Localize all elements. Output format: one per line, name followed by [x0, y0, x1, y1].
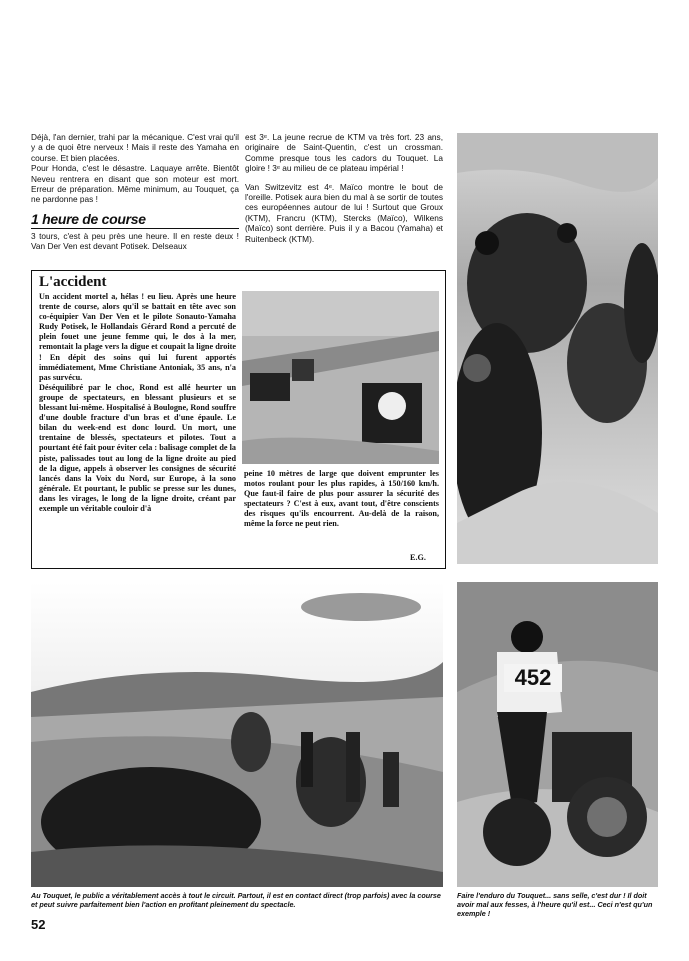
- race-number-plate: 452: [504, 664, 562, 692]
- column-2-text: [245, 132, 443, 244]
- column-1-text: [31, 132, 239, 205]
- col1-para1: Déjà, l'an dernier, trahi par la mécanique. C'est vrai qu'il y a de quoi être nerveux ! Mais il reste des Yamaha en course. Et bien placées.: [31, 132, 239, 163]
- col2-para1: est 3ᵉ. La jeune recrue de KTM va très fort. 23 ans, originaire de Saint-Quentin, c'est un crossman. Comme presque tous les cadors du Touquet. La gloire ! 3ᵉ au milieu de ce plateau impérial !: [245, 132, 443, 174]
- accident-scene-image: [242, 291, 439, 464]
- accident-left-text: [39, 292, 236, 514]
- col1-para3: 3 tours, c'est à peu près une heure. Il en reste deux ! Van Der Ven est devant Potisek. Delseaux: [31, 231, 239, 252]
- public-circuit-photo: [31, 582, 443, 887]
- page-number: 52: [31, 917, 46, 932]
- rider-452-image: [457, 582, 658, 887]
- accident-left-para1: Un accident mortel a, hélas ! eu lieu. Après une heure trente de course, alors qu'il se battait en tête avec son co-équipier Van Der Ven et le pilote Sonauto-Yamaha Rudy Potisek, le Hollandais Gérard Rond a percuté de plein fouet une jeune femme qui, le dos à la mer, remontait la plage vers la digue et coupait la ligne droite ! En dépit des soins qui lui furent apportés immédiatement, Mme Christiane Antoniak, 35 ans, n'a pas survécu.: [39, 292, 236, 382]
- accident-right-text: peine 10 mètres de large que doivent emprunter les motos roulant pour les plus rapides, à 150/160 km/h. Que faut-il faire de plus pour assurer la sécurité des spectateurs ? C'est à eux, avant tout, d'être conscients des risques qu'ils encourrent. Au-delà de la raison, même la force ne peut rien.: [244, 469, 439, 529]
- col2-para2: Van Switzevitz est 4ᵉ. Maïco montre le bout de l'oreille. Potisek aura bien du mal à se sortir de toutes ces européennes autour de lui ! Surtout que Groux (KTM), Francru (KTM), Stercks (Maïco), Wilkens (Maïco) sont derrière. Puis il y a Bacou (Yamaha) et Ruitenbeck (KTM).: [245, 181, 443, 244]
- caption-rider: Faire l'enduro du Touquet... sans selle, c'est dur ! Il doit avoir mal aux fesses, à l'heure qu'il est... Ceci n'est qu'un exemple !: [457, 891, 653, 918]
- accident-left-para2: Déséquilibré par le choc, Rond est allé heurter un groupe de spectateurs, en blessant plusieurs et se blessant lui-même. Hospitalisé à Boulogne, Rond souffre d'une double fracture d'un bras et d'une épaule. Le bilan du week-end est donc lourd. Un mort, une trentaine de blessés, spectateurs et pilotes. Tout a pourtant été fait pour éviter cela : balisage complet de la piste, palissades tout au long de la ligne droite au pied de la digue, appels à observer les consignes de sécurité lancés dans la Voix du Nord, sur Europe, à la sono générale. Et pourtant, le public se presse sur les dunes, dans les virages, le long de la ligne droite, créant par exemple un véritable couloir d'à: [39, 382, 236, 513]
- accident-signature: E.G.: [410, 553, 426, 562]
- accident-title: L'accident: [39, 274, 107, 290]
- section-heading: 1 heure de course: [31, 211, 146, 227]
- caption-public: Au Touquet, le public a véritablement accès à tout le circuit. Partout, il est en contact direct (trop parfois) avec la course et peut suivre parfaitement bien l'action en profitant pleinement du spectacle.: [31, 891, 441, 909]
- accident-box: [31, 270, 446, 569]
- rider-452-photo: [457, 582, 658, 887]
- spectators-dune-image: [457, 133, 658, 564]
- accident-scene-photo: [242, 291, 439, 464]
- spectators-dune-photo: [457, 133, 658, 564]
- heading-rule: [31, 228, 239, 229]
- col1-para2: Pour Honda, c'est le désastre. Laquaye arrête. Bientôt Neveu rentrera en disant que son moteur est mort. Erreur de préparation. Même minimum, au Touquet, ça ne pardonne pas !: [31, 163, 239, 205]
- public-circuit-image: [31, 582, 443, 887]
